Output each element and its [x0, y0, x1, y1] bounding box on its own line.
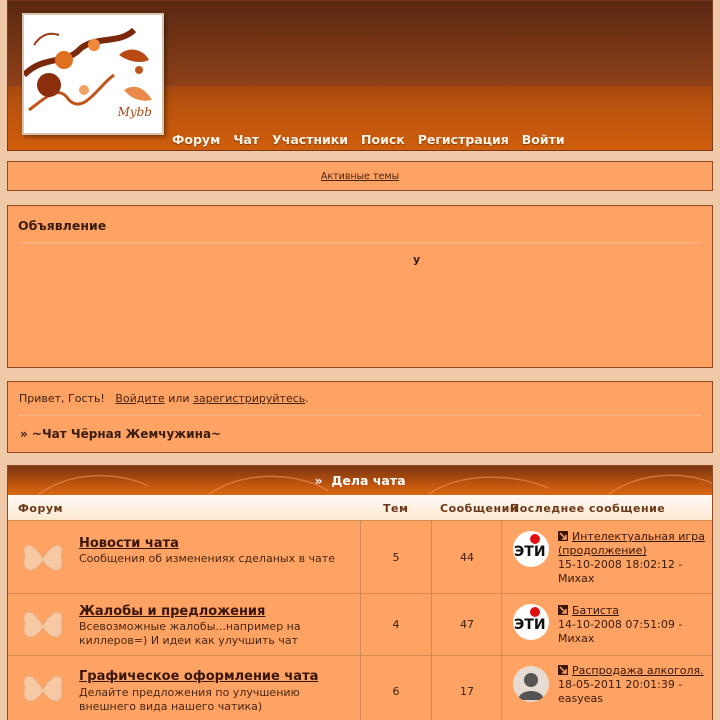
forum-row: [8, 656, 712, 720]
last-post-author: easyeas: [558, 692, 603, 705]
col-last-post: Последнее сообщение: [510, 502, 666, 515]
last-post: [558, 664, 713, 706]
dot-text: .: [305, 392, 309, 405]
last-post-date: 14-10-2008 07:51:09 -: [558, 618, 683, 631]
avatar[interactable]: [513, 531, 549, 567]
posts-count: 47: [460, 618, 474, 631]
main-nav: [172, 132, 565, 147]
breadcrumb[interactable]: » ~Чат Чёрная Жемчужина~: [20, 427, 222, 441]
forum-row: [8, 594, 712, 656]
site-header: [7, 0, 713, 151]
last-post: [558, 604, 713, 646]
forum-description: Сообщения об изменениях сделаных в чате: [79, 552, 335, 565]
divider: [18, 242, 702, 243]
forum-row: [8, 521, 712, 594]
register-link[interactable]: зарегистрируйтесь: [193, 392, 306, 405]
last-post-date: 18-05-2011 20:01:39 -: [558, 678, 683, 691]
logo-text: Mybb: [117, 105, 152, 119]
avatar[interactable]: [513, 604, 549, 640]
forum-link[interactable]: Новости чата: [79, 536, 179, 551]
last-post-link[interactable]: Интелектуальная игра (продолжение): [558, 530, 705, 557]
last-post-link[interactable]: Батиста: [572, 604, 620, 617]
topics-count: 5: [392, 551, 400, 564]
last-post-author: Михах: [558, 632, 595, 645]
forum-description: Делайте предложения по улучшению внешнего вида нашего чатика): [79, 686, 300, 713]
last-post: [558, 530, 713, 586]
site-logo[interactable]: [22, 13, 164, 135]
avatar[interactable]: [513, 666, 549, 702]
last-post-link[interactable]: Распродажа алкоголя.: [572, 664, 704, 677]
col-forum: Форум: [18, 502, 64, 515]
posts-count: 44: [460, 551, 474, 564]
category-header[interactable]: [8, 466, 712, 495]
welcome-panel: [7, 381, 713, 453]
active-topics-bar: [7, 161, 713, 191]
go-to-post-icon[interactable]: [558, 531, 568, 541]
announcement-body: у: [413, 253, 421, 266]
or-text: или: [168, 392, 190, 405]
forum-link[interactable]: Графическое оформление чата: [79, 669, 319, 684]
posts-count: 17: [460, 685, 474, 698]
go-to-post-icon[interactable]: [558, 605, 568, 615]
nav-members[interactable]: Участники: [272, 132, 349, 147]
forum-description: Всевозможные жалобы...например на киллеров=) И идеи как улучшить чат: [79, 620, 301, 647]
login-link[interactable]: Войдите: [115, 392, 165, 405]
greeting-line: [19, 392, 309, 405]
column-headers: [8, 495, 712, 521]
nav-chat[interactable]: Чат: [233, 132, 260, 147]
category-title: Дела чата: [331, 473, 406, 488]
user-silhouette-icon: [513, 666, 549, 702]
double-chevron-icon: »: [314, 473, 323, 488]
nav-register[interactable]: Регистрация: [417, 132, 509, 147]
greeting-text: Привет, Гость!: [19, 392, 105, 405]
divider: [18, 415, 702, 416]
col-posts: Сообщений: [440, 502, 519, 515]
active-topics-link[interactable]: Активные темы: [320, 171, 400, 182]
forum-link[interactable]: Жалобы и предложения: [79, 604, 266, 619]
svg-text:ЭТИ: ЭТИ: [514, 544, 546, 560]
butterfly-icon: [20, 604, 66, 646]
svg-text:ЭТИ: ЭТИ: [514, 617, 546, 633]
announcement-panel: [7, 205, 713, 368]
butterfly-icon: [20, 537, 66, 579]
nav-login[interactable]: Войти: [521, 132, 565, 147]
last-post-date: 15-10-2008 18:02:12 -: [558, 558, 683, 571]
topics-count: 4: [392, 618, 400, 631]
topics-count: 6: [392, 685, 400, 698]
last-post-author: Михах: [558, 572, 595, 585]
forum-category: [7, 465, 713, 720]
nav-search[interactable]: Поиск: [361, 132, 405, 147]
nav-forum[interactable]: Форум: [172, 132, 221, 147]
announcement-title: Объявление: [18, 218, 107, 233]
go-to-post-icon[interactable]: [558, 665, 568, 675]
butterfly-icon: [20, 668, 66, 710]
col-topics: Тем: [383, 502, 409, 515]
